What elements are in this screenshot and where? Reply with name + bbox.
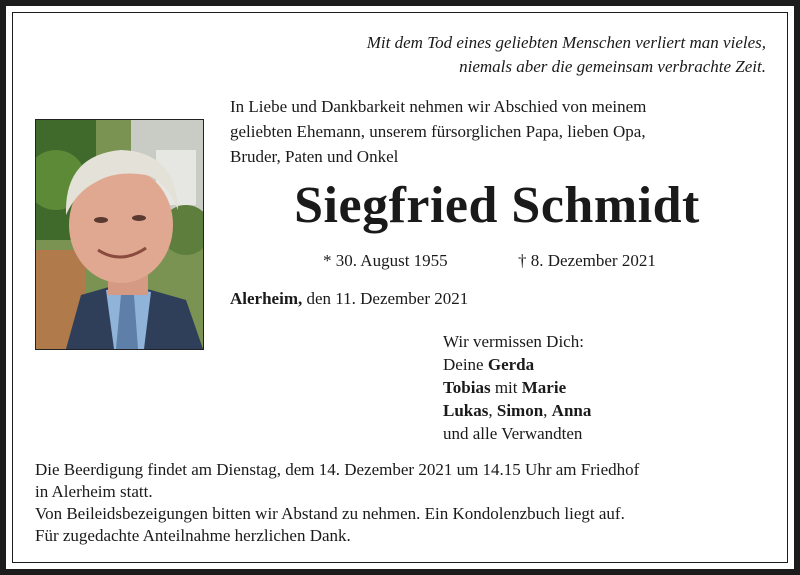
mourner-relatives: und alle Verwandten [443, 424, 583, 443]
place-name: Alerheim, [230, 289, 303, 308]
mourners-block [443, 330, 591, 445]
footer-line-4: Für zugedachte Anteilnahme herzlichen Dank. [35, 526, 351, 545]
funeral-information [35, 459, 775, 547]
birth-date: * 30. August 1955 [323, 251, 448, 270]
mourner-separator-1: , [488, 401, 497, 420]
quote-line-1: Mit dem Tod eines geliebten Menschen verliert man vieles, [366, 33, 766, 52]
mourner-simon: Simon [496, 401, 544, 420]
farewell-intro [230, 94, 750, 169]
mourner-separator-2: , [543, 401, 552, 420]
mourner-tobias: Tobias [443, 378, 491, 397]
place-and-date [230, 289, 468, 309]
footer-line-1: Die Beerdigung findet am Dienstag, dem 14. Dezember 2021 um 14.15 Uhr am Friedhof [35, 460, 640, 479]
mourner-connector: mit [490, 378, 522, 397]
intro-line-1: In Liebe und Dankbarkeit nehmen wir Abschied von meinem [230, 97, 647, 116]
mourner-marie: Marie [521, 378, 567, 397]
memorial-quote [367, 31, 766, 79]
footer-line-3: Von Beileidsbezeigungen bitten wir Abstand zu nehmen. Ein Kondolenzbuch liegt auf. [35, 504, 625, 523]
mourner-line-gerda [443, 353, 591, 376]
mourner-line-tobias [443, 376, 591, 399]
mourner-gerda: Gerda [487, 355, 535, 374]
mourner-anna: Anna [551, 401, 592, 420]
quote-line-2: niemals aber die gemeinsam verbrachte Zeit. [459, 57, 766, 76]
intro-line-2: geliebten Ehemann, unserem fürsorglichen Papa, lieben Opa, [230, 122, 646, 141]
footer-line-2: in Alerheim statt. [35, 482, 153, 501]
death-date: † 8. Dezember 2021 [518, 251, 656, 270]
announcement-date: den 11. Dezember 2021 [302, 289, 469, 308]
portrait-photo [35, 119, 204, 350]
mourner-prefix: Deine [443, 355, 488, 374]
deceased-name: Siegfried Schmidt [294, 177, 700, 234]
intro-line-3: Bruder, Paten und Onkel [230, 147, 399, 166]
mourner-line-grandchildren [443, 399, 591, 422]
mourner-lukas: Lukas [443, 401, 489, 420]
mourners-intro: Wir vermissen Dich: [443, 332, 584, 351]
